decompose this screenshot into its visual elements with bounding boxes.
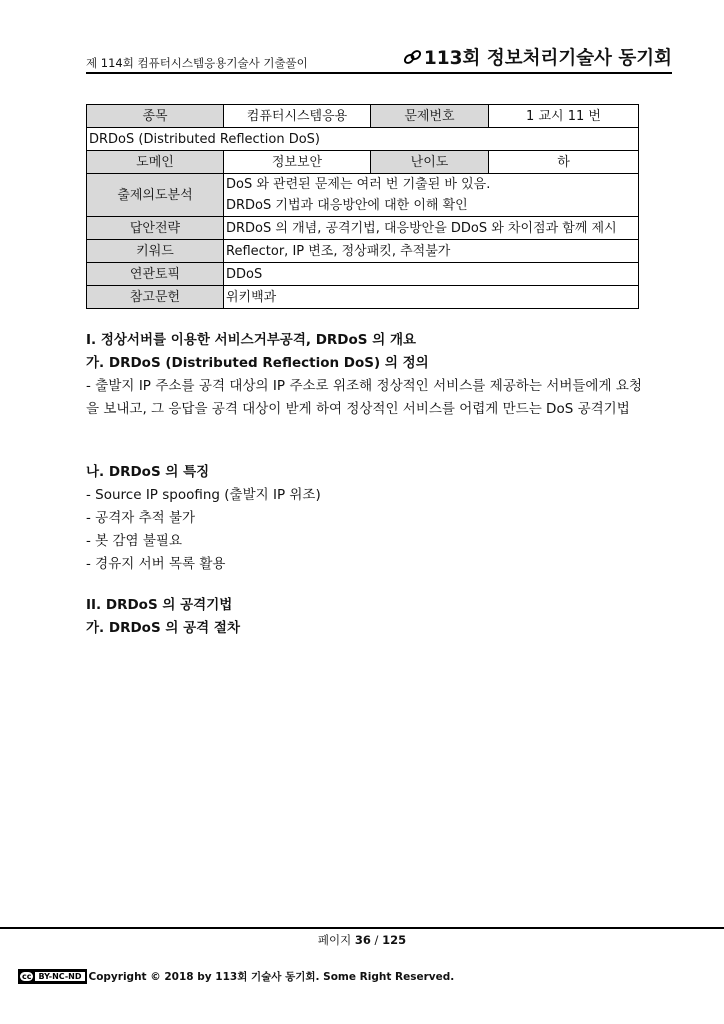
label-difficulty: 난이도 (371, 151, 489, 174)
label-topic: 연관토픽 (87, 263, 224, 286)
section-1-title: I. 정상서버를 이용한 서비스거부공격, DRDoS 의 개요 (86, 332, 417, 348)
copyright-text: Copyright © 2018 by 113회 기술사 동기회. Some Right Reserved. (88, 971, 455, 983)
table-row (87, 263, 639, 286)
cc-symbol: cc (22, 972, 32, 981)
copyright-line (18, 969, 454, 984)
page-label: 페이지 (317, 933, 352, 947)
value-title: DRDoS (Distributed Reflection DoS) (87, 128, 639, 151)
intent-line-1: DoS 와 관련된 문제는 여러 번 기출된 바 있음. (226, 177, 491, 192)
list-item: - 경유지 서버 목록 활용 (86, 556, 226, 572)
table-row (87, 151, 639, 174)
table-row (87, 105, 639, 128)
footer-divider (0, 927, 724, 929)
label-problem-no: 문제번호 (371, 105, 489, 128)
header-right-text: 113회 정보처리기술사 동기회 (423, 48, 672, 69)
features-block (86, 461, 642, 576)
section-2-title: II. DRDoS 의 공격기법 (86, 597, 233, 613)
section-2 (86, 594, 642, 640)
value-difficulty: 하 (489, 151, 639, 174)
page-total: 125 (382, 933, 407, 947)
value-problem-no: 1 교시 11 번 (489, 105, 639, 128)
info-table (86, 104, 639, 309)
table-row (87, 286, 639, 309)
header-right-title (403, 44, 672, 70)
table-row (87, 217, 639, 240)
list-item: - 봇 감염 불필요 (86, 533, 182, 549)
link-icon (403, 49, 422, 65)
value-topic: DDoS (224, 263, 639, 286)
list-item: - 공격자 추적 불가 (86, 510, 196, 526)
license-code: BY-NC-ND (35, 972, 84, 981)
page-separator: / (374, 933, 379, 947)
subsection-definition-title: 가. DRDoS (Distributed Reflection DoS) 의 정의 (86, 355, 429, 371)
section-1 (86, 329, 642, 421)
label-domain: 도메인 (87, 151, 224, 174)
value-keywords: Reflector, IP 변조, 정상패킷, 추적불가 (224, 240, 639, 263)
header-divider (86, 72, 672, 74)
value-strategy: DRDoS 의 개념, 공격기법, 대응방안을 DDoS 와 차이점과 함께 제시 (224, 217, 639, 240)
label-category: 종목 (87, 105, 224, 128)
table-row (87, 174, 639, 217)
header-left-title: 제 114회 컴퓨터시스템응용기술사 기출풀이 (86, 56, 308, 70)
value-intent (224, 174, 639, 217)
label-keywords: 키워드 (87, 240, 224, 263)
value-domain: 정보보안 (224, 151, 371, 174)
cc-license-icon (18, 969, 87, 984)
subsection-procedure-title: 가. DRDoS 의 공격 절차 (86, 620, 240, 636)
label-reference: 참고문헌 (87, 286, 224, 309)
value-reference: 위키백과 (224, 286, 639, 309)
definition-text: - 출발지 IP 주소를 공격 대상의 IP 주소로 위조해 정상적인 서비스를 제공하는 서버들에게 요청을 보내고, 그 응답을 공격 대상이 받게 하여 정상적인 서비스를 어렵게 만드는 DoS 공격기법 (86, 378, 642, 417)
intent-line-2: DRDoS 기법과 대응방안에 대한 이해 확인 (226, 198, 468, 213)
page-header (86, 44, 672, 74)
subsection-features-title: 나. DRDoS 의 특징 (86, 464, 210, 480)
table-row (87, 240, 639, 263)
list-item: - Source IP spoofing (출발지 IP 위조) (86, 487, 321, 503)
value-category: 컴퓨터시스템응용 (224, 105, 371, 128)
table-row (87, 128, 639, 151)
label-intent: 출제의도분석 (87, 174, 224, 217)
page-number (0, 932, 724, 948)
page-current: 36 (354, 933, 371, 947)
label-strategy: 답안전략 (87, 217, 224, 240)
